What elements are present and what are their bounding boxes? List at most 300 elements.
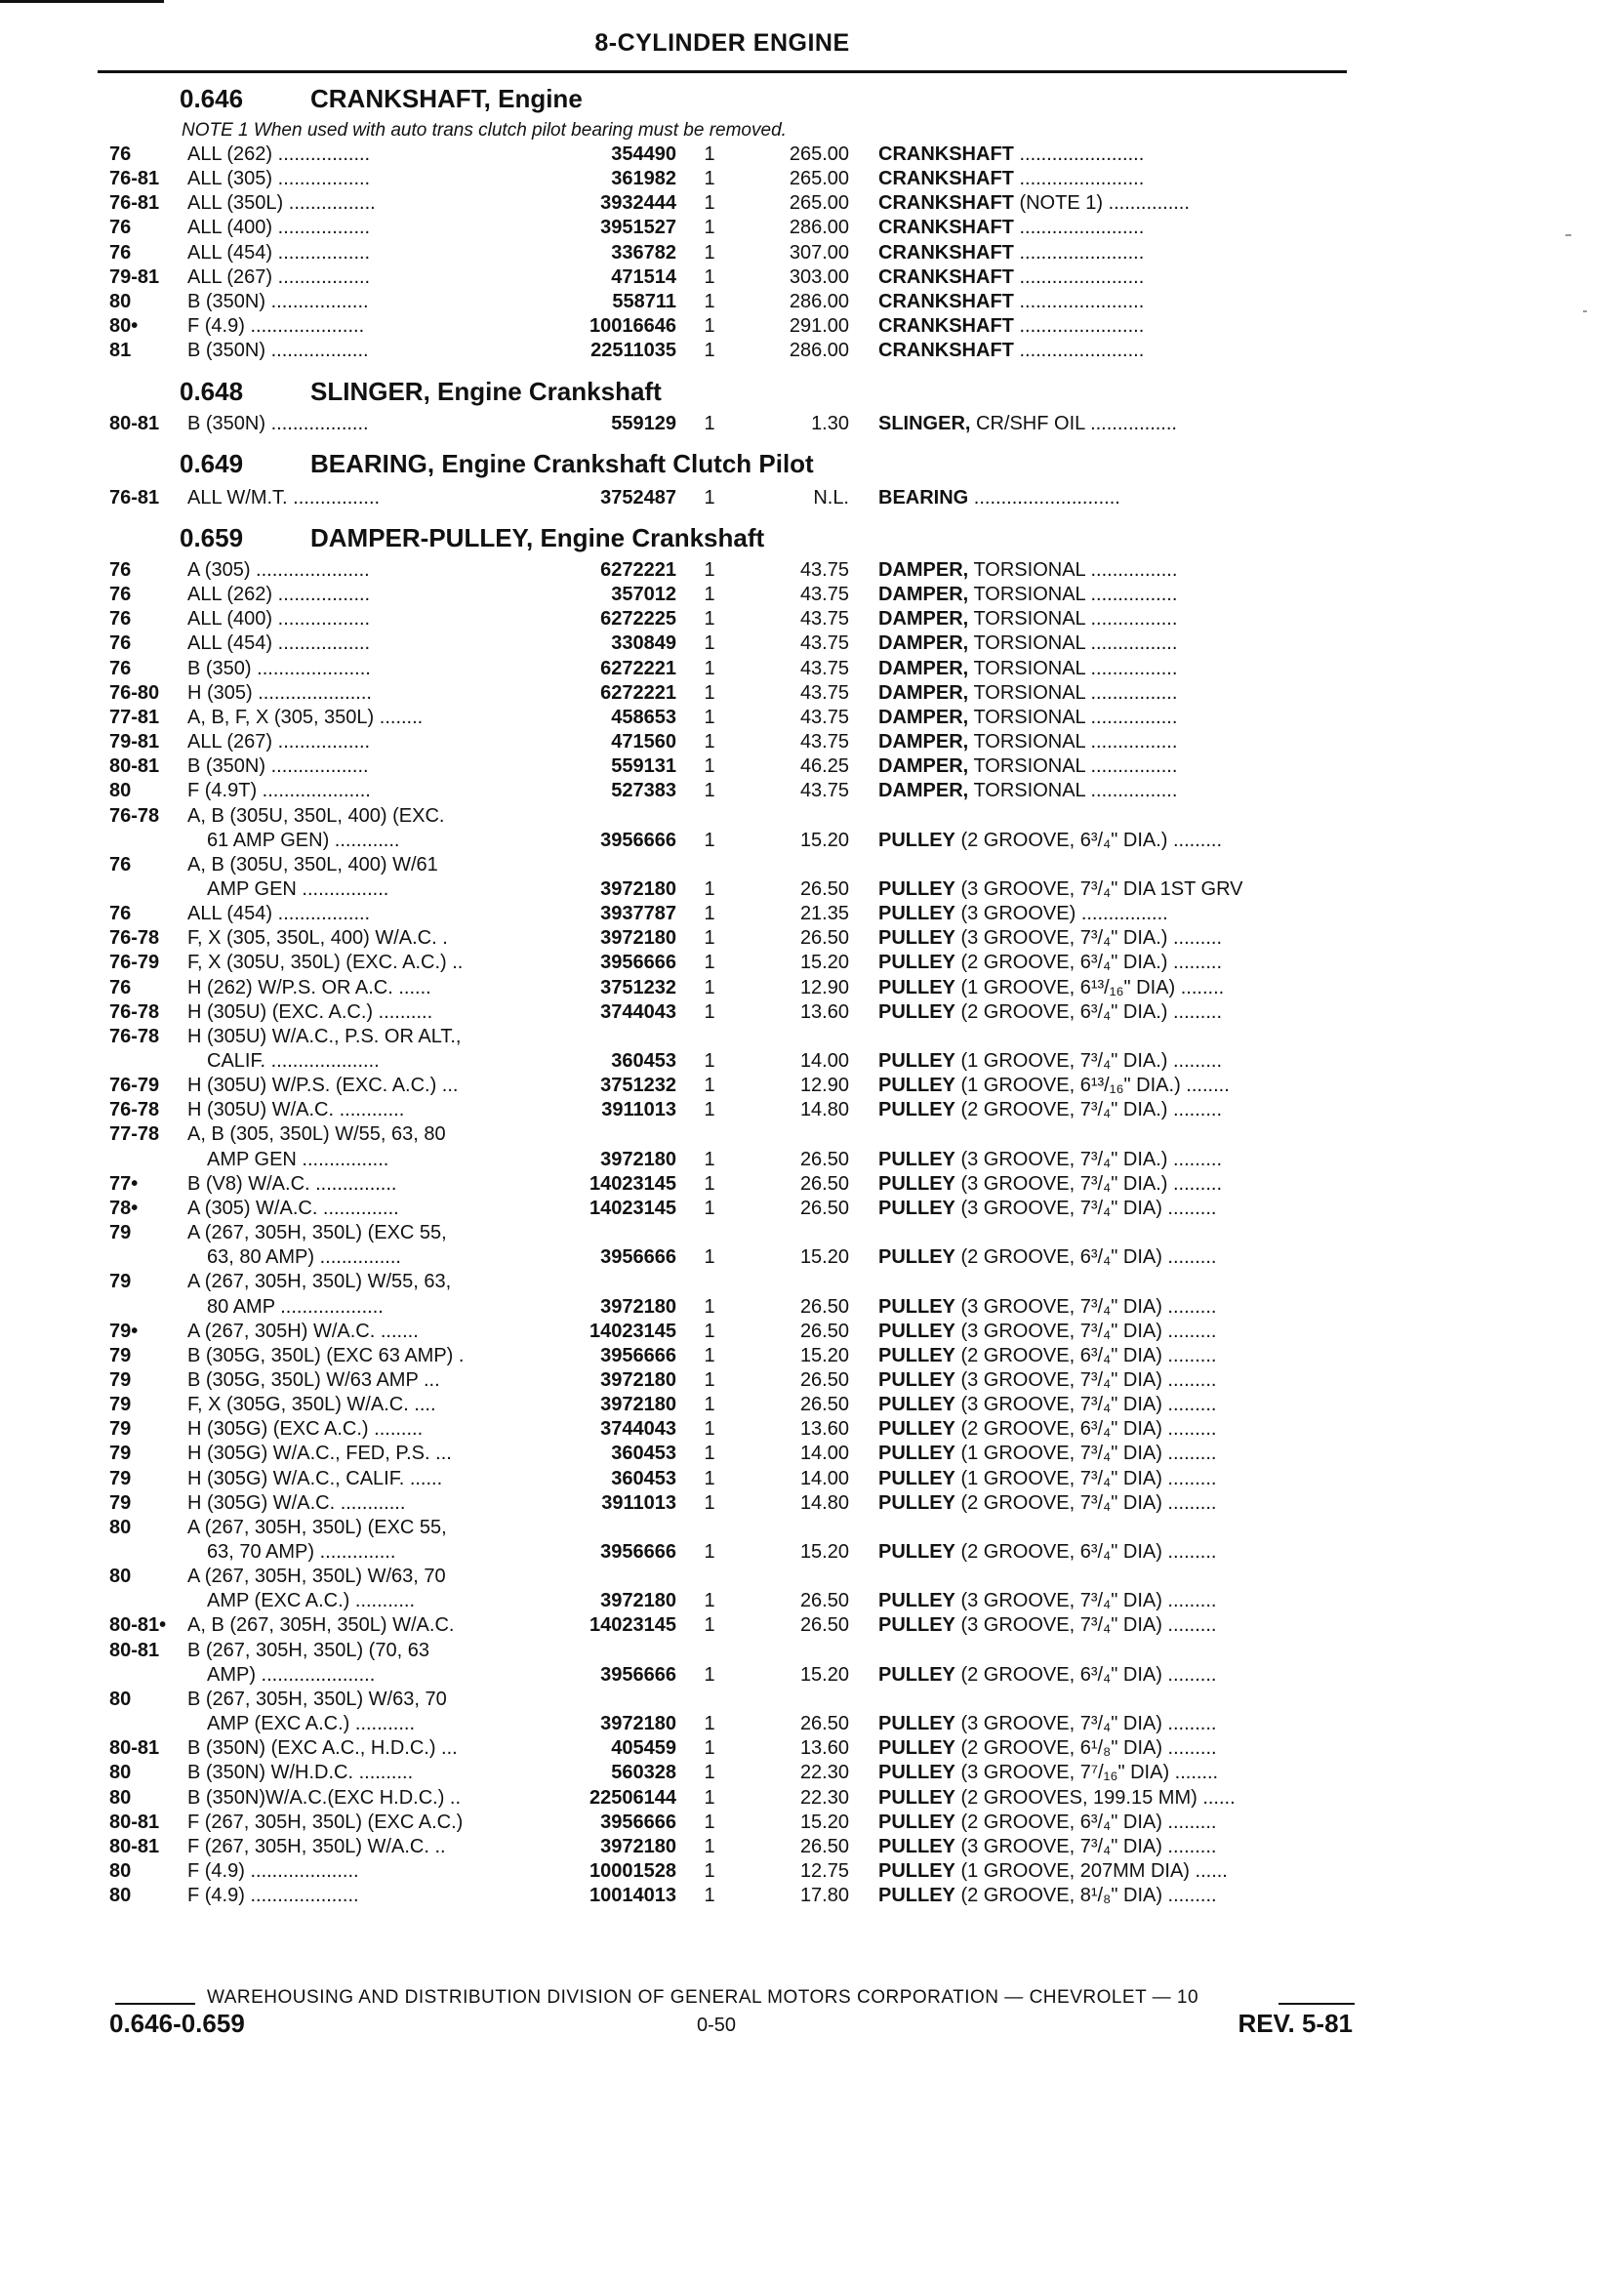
quantity: 1 [704,976,715,998]
price: 22.30 [799,1762,849,1784]
part-number: 559129 [611,413,676,434]
part-spec: (2 GROOVE, 6³/₄" DIA) ......... [960,1246,1217,1269]
description [878,167,1359,191]
model-year: 77-81 [109,706,160,728]
part-number: 3751232 [600,976,676,998]
part-number: 458653 [611,706,676,728]
model-year: 76 [109,143,132,165]
part-number: 3972180 [600,1368,676,1391]
description [878,583,1359,607]
part-spec: (2 GROOVE, 8¹/₈" DIA) ......... [960,1885,1217,1907]
description [878,754,1359,779]
price: 26.50 [799,927,849,950]
part-name: PULLEY [878,1443,955,1465]
application: 80 AMP ................... [207,1295,384,1318]
part-number: 560328 [611,1762,676,1784]
application: H (305U) W/A.C., P.S. OR ALT., [187,1025,462,1047]
description [878,951,1359,975]
application: A (267, 305H, 350L) W/63, 70 [187,1566,446,1588]
part-number: 3972180 [600,1590,676,1612]
application: A (267, 305H) W/A.C. ....... [187,1320,419,1342]
description [878,1761,1359,1785]
model-year: 80 [109,1885,132,1907]
part-name: CRANKSHAFT [878,143,1014,165]
part-number: 527383 [611,780,676,802]
price: 1.30 [811,413,849,434]
part-number: 354490 [611,143,676,165]
part-row [0,607,1624,631]
application: A, B (305U, 350L, 400) (EXC. [187,804,445,827]
part-number: 330849 [611,632,676,655]
model-year: 80-81 [109,413,160,434]
quantity: 1 [704,1541,715,1563]
quantity: 1 [704,1835,715,1857]
application: B (350N) (EXC A.C., H.D.C.) ... [187,1737,458,1760]
part-row [0,1221,1624,1245]
part-name: PULLEY [878,1835,955,1857]
description [878,976,1359,1000]
model-year: 79 [109,1222,132,1244]
quantity: 1 [704,681,715,704]
section-title: SLINGER, Engine Crankshaft [310,377,662,406]
description [878,1736,1359,1761]
model-year: 76-78 [109,804,160,827]
description [878,1368,1359,1393]
description [878,412,1359,436]
part-spec: (2 GROOVE, 6³/₄" DIA) ......... [960,1663,1217,1686]
quantity: 1 [704,1295,715,1318]
part-number: 3956666 [600,1246,676,1269]
section-number: 0.648 [180,377,244,406]
part-spec: (1 GROOVE, 6¹³/₁₆" DIA.) ........ [960,1075,1230,1097]
part-row-continuation [0,1049,1624,1074]
part-name: PULLEY [878,1418,955,1441]
price: 15.20 [799,829,849,851]
part-row [0,290,1624,314]
part-number: 14023145 [589,1172,676,1195]
model-year: 80 [109,1762,132,1784]
application: H (305G) W/A.C. ............ [187,1491,406,1514]
part-row [0,1000,1624,1025]
model-year: 80 [109,780,132,802]
quantity: 1 [704,829,715,851]
part-row [0,412,1624,436]
part-number: 559131 [611,755,676,778]
description [878,1172,1359,1197]
description [878,1613,1359,1638]
price: 286.00 [789,217,849,239]
part-row [0,1417,1624,1442]
application: ALL (454) ................. [187,903,371,925]
quantity: 1 [704,1443,715,1465]
quantity: 1 [704,927,715,950]
application: ALL (262) ................. [187,584,371,606]
part-row [0,167,1624,191]
model-year: 76-80 [109,681,160,704]
part-name: PULLEY [878,1148,955,1170]
description [878,1859,1359,1884]
description [878,1320,1359,1344]
model-year: 76-78 [109,1025,160,1047]
part-row [0,1565,1624,1589]
footer-rule-left [115,2003,195,2005]
part-name: PULLEY [878,1467,955,1489]
description [878,1417,1359,1442]
part-name: PULLEY [878,1344,955,1366]
quantity: 1 [704,632,715,655]
price: 26.50 [799,1368,849,1391]
part-row [0,191,1624,216]
part-row-continuation [0,1540,1624,1565]
price: 43.75 [799,780,849,802]
description [878,1540,1359,1565]
application: AMP GEN ................ [207,877,389,900]
part-number: 6272221 [600,657,676,679]
application: A, B (305U, 350L, 400) W/61 [187,853,438,875]
section-number: 0.649 [180,449,244,478]
application: ALL (400) ................. [187,217,371,239]
price: 26.50 [799,1590,849,1612]
application: B (V8) W/A.C. ............... [187,1172,397,1195]
part-spec: TORSIONAL ................ [973,559,1178,581]
footer-page-number: 0-50 [697,2015,737,2036]
part-row [0,486,1624,510]
part-name: PULLEY [878,1394,955,1416]
part-name: PULLEY [878,903,955,925]
part-number: 3751232 [600,1075,676,1097]
part-name: PULLEY [878,1663,955,1686]
part-spec: TORSIONAL ................ [973,706,1178,728]
part-number: 3972180 [600,1295,676,1318]
price: 286.00 [789,340,849,362]
quantity: 1 [704,487,715,509]
part-row [0,1393,1624,1417]
application: B (305G, 350L) (EXC 63 AMP) . [187,1344,465,1366]
part-name: CRANKSHAFT [878,340,1014,362]
part-spec: ....................... [1019,168,1145,190]
part-name: PULLEY [878,1320,955,1342]
description [878,730,1359,754]
description [878,877,1359,902]
application: H (305G) W/A.C., CALIF. ...... [187,1467,443,1489]
application: A (305) W/A.C. .............. [187,1197,399,1219]
application: H (305) ..................... [187,681,372,704]
quantity: 1 [704,731,715,753]
part-row [0,1122,1624,1147]
footer-revision: REV. 5-81 [1238,2009,1353,2038]
description [878,290,1359,314]
model-year: 80 [109,1859,132,1882]
part-number: 14023145 [589,1614,676,1637]
price: 265.00 [789,143,849,165]
part-name: DAMPER, [878,755,969,778]
application: AMP) ..................... [207,1663,376,1686]
application: B (350N) .................. [187,413,369,434]
model-year: 76 [109,559,132,581]
part-name: PULLEY [878,1246,955,1269]
quantity: 1 [704,1713,715,1735]
part-spec: (3 GROOVE, 7³/₄" DIA) ......... [960,1197,1217,1219]
description [878,607,1359,631]
application: B (350) ..................... [187,657,371,679]
part-name: PULLEY [878,1859,955,1882]
part-spec: (2 GROOVES, 199.15 MM) ...... [960,1786,1236,1809]
quantity: 1 [704,265,715,288]
model-year: 80 [109,1516,132,1538]
description [878,1786,1359,1811]
model-year: 80-81 [109,1639,160,1661]
model-year: 79-81 [109,265,160,288]
model-year: 76 [109,853,132,875]
part-number: 3744043 [600,1000,676,1023]
model-year: 79 [109,1368,132,1391]
price: 291.00 [789,315,849,338]
application: H (305U) (EXC. A.C.) .......... [187,1000,433,1023]
part-name: PULLEY [878,1713,955,1735]
price: 43.75 [799,681,849,704]
model-year: 80-81• [109,1614,167,1637]
part-number: 6272221 [600,559,676,581]
part-spec: (2 GROOVE, 6³/₄" DIA.) ......... [960,952,1222,974]
scan-speck [1583,310,1587,312]
part-row-continuation [0,1245,1624,1270]
part-row [0,1786,1624,1811]
part-number: 3972180 [600,1394,676,1416]
part-row-continuation [0,1663,1624,1688]
application: F (4.9) ..................... [187,315,365,338]
price: 26.50 [799,1713,849,1735]
model-year: 80 [109,1688,132,1710]
section-heading [0,82,1624,115]
description [878,926,1359,951]
part-number: 360453 [611,1443,676,1465]
application: ALL (350L) ................ [187,192,376,215]
price: 43.75 [799,608,849,631]
description [878,1098,1359,1122]
application: B (350N) .................. [187,755,369,778]
section-heading [0,447,1624,480]
quantity: 1 [704,1786,715,1809]
part-row [0,216,1624,240]
part-number: 3932444 [600,192,676,215]
description [878,779,1359,803]
part-spec: TORSIONAL ................ [973,657,1178,679]
part-name: PULLEY [878,1541,955,1563]
application: ALL (454) ................. [187,241,371,264]
top-corner-rule [0,0,164,3]
part-name: BEARING [878,487,969,509]
part-name: PULLEY [878,976,955,998]
application: A (267, 305H, 350L) (EXC 55, [187,1516,447,1538]
part-number: 3956666 [600,829,676,851]
part-row [0,1320,1624,1344]
section-heading [0,375,1624,408]
application: CALIF. .................... [207,1050,380,1072]
price: 15.20 [799,1541,849,1563]
quantity: 1 [704,1859,715,1882]
application: H (305G) W/A.C., FED, P.S. ... [187,1443,452,1465]
part-number: 3744043 [600,1418,676,1441]
quantity: 1 [704,1590,715,1612]
model-year: 79 [109,1418,132,1441]
description [878,1245,1359,1270]
part-spec: ....................... [1019,265,1145,288]
price: 14.00 [799,1443,849,1465]
price: 26.50 [799,1148,849,1170]
part-row [0,1098,1624,1122]
part-spec: ........................... [973,487,1120,509]
price: 14.80 [799,1099,849,1121]
part-spec: (3 GROOVE, 7³/₄" DIA.) ......... [960,1172,1222,1195]
model-year: 77-78 [109,1123,160,1146]
part-name: SLINGER, [878,413,971,434]
price: 17.80 [799,1885,849,1907]
part-name: PULLEY [878,1762,955,1784]
application: 63, 80 AMP) ............... [207,1246,401,1269]
model-year: 76-78 [109,1099,160,1121]
part-row [0,681,1624,706]
part-name: CRANKSHAFT [878,192,1014,215]
part-number: 3911013 [601,1491,676,1514]
part-row [0,339,1624,363]
price: 13.60 [799,1418,849,1441]
quantity: 1 [704,1614,715,1637]
part-number: 361982 [611,168,676,190]
part-row [0,1491,1624,1516]
part-spec: (2 GROOVE, 6³/₄" DIA.) ......... [960,1000,1222,1023]
price: 265.00 [789,192,849,215]
application: B (350N)W/A.C.(EXC H.D.C.) .. [187,1786,462,1809]
application: ALL W/M.T. ................ [187,487,381,509]
application: ALL (305) ................. [187,168,371,190]
part-row [0,1736,1624,1761]
model-year: 77• [109,1172,139,1195]
part-number: 3972180 [600,1148,676,1170]
part-name: DAMPER, [878,706,969,728]
part-row [0,804,1624,829]
quantity: 1 [704,584,715,606]
model-year: 81 [109,340,132,362]
description [878,1000,1359,1025]
price: 12.90 [799,976,849,998]
application: H (305U) W/A.C. ............ [187,1099,405,1121]
price: 14.00 [799,1050,849,1072]
quantity: 1 [704,559,715,581]
part-number: 3956666 [600,1541,676,1563]
model-year: 80-81 [109,1835,160,1857]
application: F, X (305G, 350L) W/A.C. .... [187,1394,436,1416]
part-spec: ....................... [1019,315,1145,338]
quantity: 1 [704,241,715,264]
part-row [0,754,1624,779]
price: 26.50 [799,1197,849,1219]
part-name: DAMPER, [878,608,969,631]
part-row [0,314,1624,339]
model-year: 78• [109,1197,139,1219]
description [878,486,1359,510]
part-number: 3956666 [600,1344,676,1366]
application: AMP (EXC A.C.) ........... [207,1590,416,1612]
application: F (4.9T) .................... [187,780,371,802]
part-spec: (3 GROOVE, 7³/₄" DIA) ......... [960,1614,1217,1637]
model-year: 76 [109,632,132,655]
part-spec: TORSIONAL ................ [973,584,1178,606]
model-year: 79• [109,1320,139,1342]
part-spec: (3 GROOVE, 7³/₄" DIA) ......... [960,1295,1217,1318]
part-name: PULLEY [878,927,955,950]
part-row [0,1688,1624,1712]
application: H (305G) (EXC A.C.) ......... [187,1418,424,1441]
part-number: 10016646 [589,315,676,338]
part-row [0,657,1624,681]
quantity: 1 [704,608,715,631]
model-year: 76 [109,217,132,239]
application: B (267, 305H, 350L) (70, 63 [187,1639,429,1661]
part-row [0,1859,1624,1884]
price: N.L. [813,487,849,509]
model-year: 76-81 [109,192,160,215]
part-number: 6272221 [600,681,676,704]
part-name: PULLEY [878,1295,955,1318]
quantity: 1 [704,1737,715,1760]
description [878,142,1359,167]
price: 26.50 [799,1614,849,1637]
description [878,1074,1359,1098]
part-name: PULLEY [878,1811,955,1833]
quantity: 1 [704,755,715,778]
part-name: DAMPER, [878,681,969,704]
part-row [0,583,1624,607]
footer-organization: WAREHOUSING AND DISTRIBUTION DIVISION OF GENERAL MOTORS CORPORATION — CHEVROLET — 10 [207,1987,1199,2008]
part-number: 336782 [611,241,676,264]
part-number: 558711 [612,290,676,312]
quantity: 1 [704,1099,715,1121]
part-row-continuation [0,829,1624,853]
price: 26.50 [799,877,849,900]
price: 307.00 [789,241,849,264]
part-name: PULLEY [878,1590,955,1612]
quantity: 1 [704,168,715,190]
part-name: DAMPER, [878,584,969,606]
part-row [0,730,1624,754]
application: ALL (454) ................. [187,632,371,655]
description [878,314,1359,339]
quantity: 1 [704,1320,715,1342]
quantity: 1 [704,290,715,312]
application: F (267, 305H, 350L) (EXC A.C.) [187,1811,464,1833]
section-note: NOTE 1 When used with auto trans clutch pilot bearing must be removed. [182,120,787,141]
part-spec: TORSIONAL ................ [973,681,1178,704]
part-name: PULLEY [878,1786,955,1809]
quantity: 1 [704,1811,715,1833]
price: 15.20 [799,1246,849,1269]
description [878,1491,1359,1516]
quantity: 1 [704,217,715,239]
price: 43.75 [799,584,849,606]
part-row-continuation [0,1148,1624,1172]
model-year: 76-78 [109,927,160,950]
description [878,191,1359,216]
part-spec: (1 GROOVE, 6¹³/₁₆" DIA) ........ [960,976,1225,998]
quantity: 1 [704,1762,715,1784]
quantity: 1 [704,413,715,434]
application: B (350N) .................. [187,340,369,362]
part-name: DAMPER, [878,657,969,679]
part-row-continuation [0,1712,1624,1736]
application: B (305G, 350L) W/63 AMP ... [187,1368,440,1391]
quantity: 1 [704,1663,715,1686]
part-spec: (3 GROOVE, 7³/₄" DIA) ......... [960,1368,1217,1391]
